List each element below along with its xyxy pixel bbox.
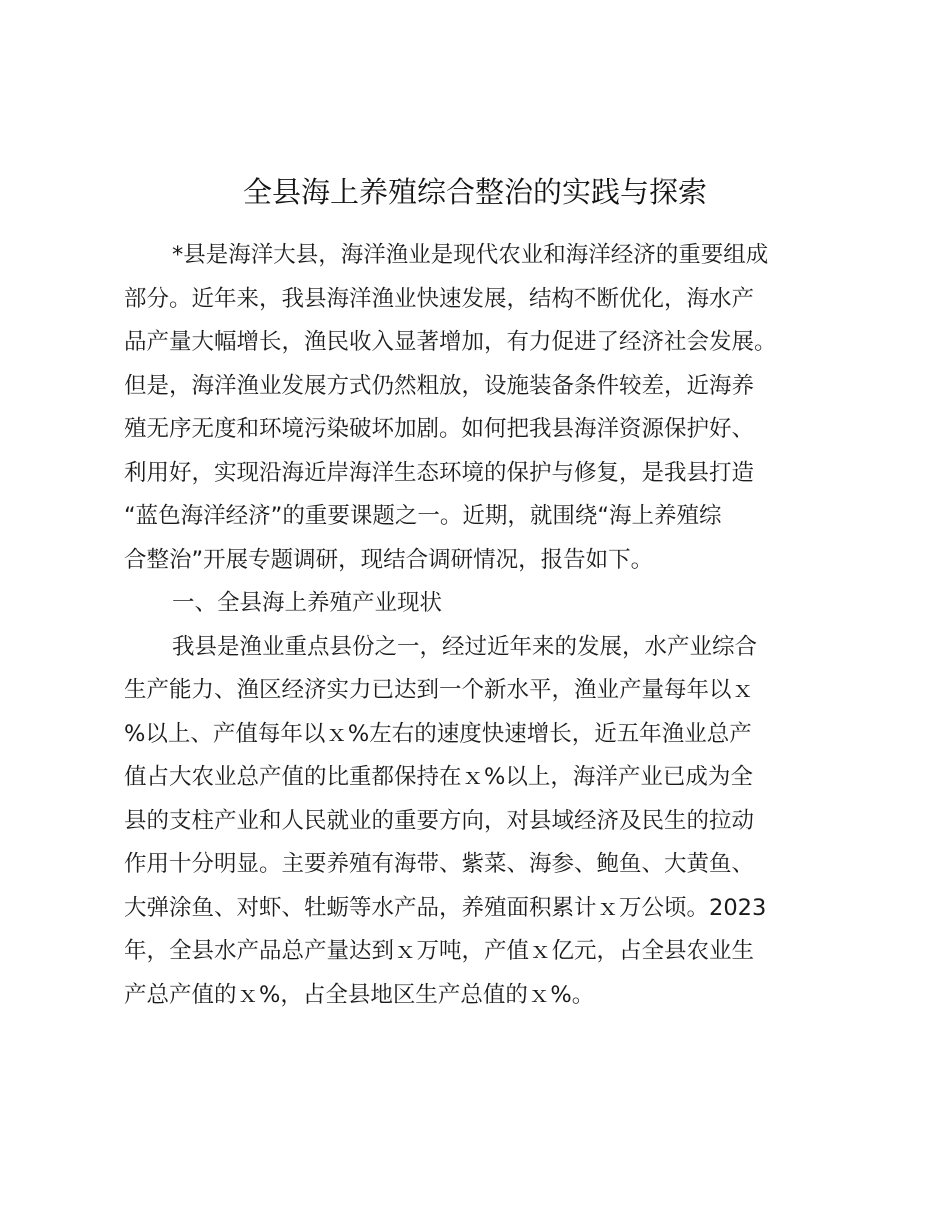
body-line: 县的支柱产业和人民就业的重要方向，对县域经济及民生的拉动 xyxy=(124,807,755,834)
document-title: 全县海上养殖综合整治的实践与探索 xyxy=(242,175,707,209)
body-line: 部分。近年来，我县海洋渔业快速发展，结构不断优化，海水产 xyxy=(124,285,755,312)
body-line: 殖无序无度和环境污染破坏加剧。如何把我县海洋资源保护好、 xyxy=(124,416,755,442)
body-line: 值占大农业总产值的比重都保持在ｘ%以上，海洋产业已成为全 xyxy=(124,764,753,790)
body-line: %以上、产值每年以ｘ%左右的速度快速增长，近五年渔业总产 xyxy=(124,720,752,747)
body-line: 大弹涂鱼、对虾、牡蛎等水产品，养殖面积累计ｘ万公顷。2023 xyxy=(124,894,767,921)
body-line: 产总产值的ｘ%，占全县地区生产总值的ｘ%。 xyxy=(124,981,595,1008)
body-line: *县是海洋大县，海洋渔业是现代农业和海洋经济的重要组成 xyxy=(172,242,769,268)
body-line: 生产能力、渔区经济实力已达到一个新水平，渔业产量每年以ｘ xyxy=(124,677,755,703)
body-line: 但是，海洋渔业发展方式仍然粗放，设施装备条件较差，近海养 xyxy=(124,372,755,399)
body-line: 品产量大幅增长，渔民收入显著增加，有力促进了经济社会发展。 xyxy=(124,329,777,355)
document-body xyxy=(124,234,834,1017)
body-line: 年，全县水产品总产量达到ｘ万吨，产值ｘ亿元，占全县农业生 xyxy=(124,938,755,964)
body-line: 合整治”开展专题调研，现结合调研情况，报告如下。 xyxy=(124,546,654,573)
body-line: 我县是渔业重点县份之一，经过近年来的发展，水产业综合 xyxy=(172,633,758,660)
body-line: “蓝色海洋经济”的重要课题之一。近期，就围绕“海上养殖综 xyxy=(124,503,722,529)
section-heading: 一、全县海上养殖产业现状 xyxy=(172,590,443,616)
body-line: 利用好，实现沿海近岸海洋生态环境的保护与修复，是我县打造 xyxy=(124,459,755,486)
body-line: 作用十分明显。主要养殖有海带、紫菜、海参、鲍鱼、大黄鱼、 xyxy=(124,851,755,877)
